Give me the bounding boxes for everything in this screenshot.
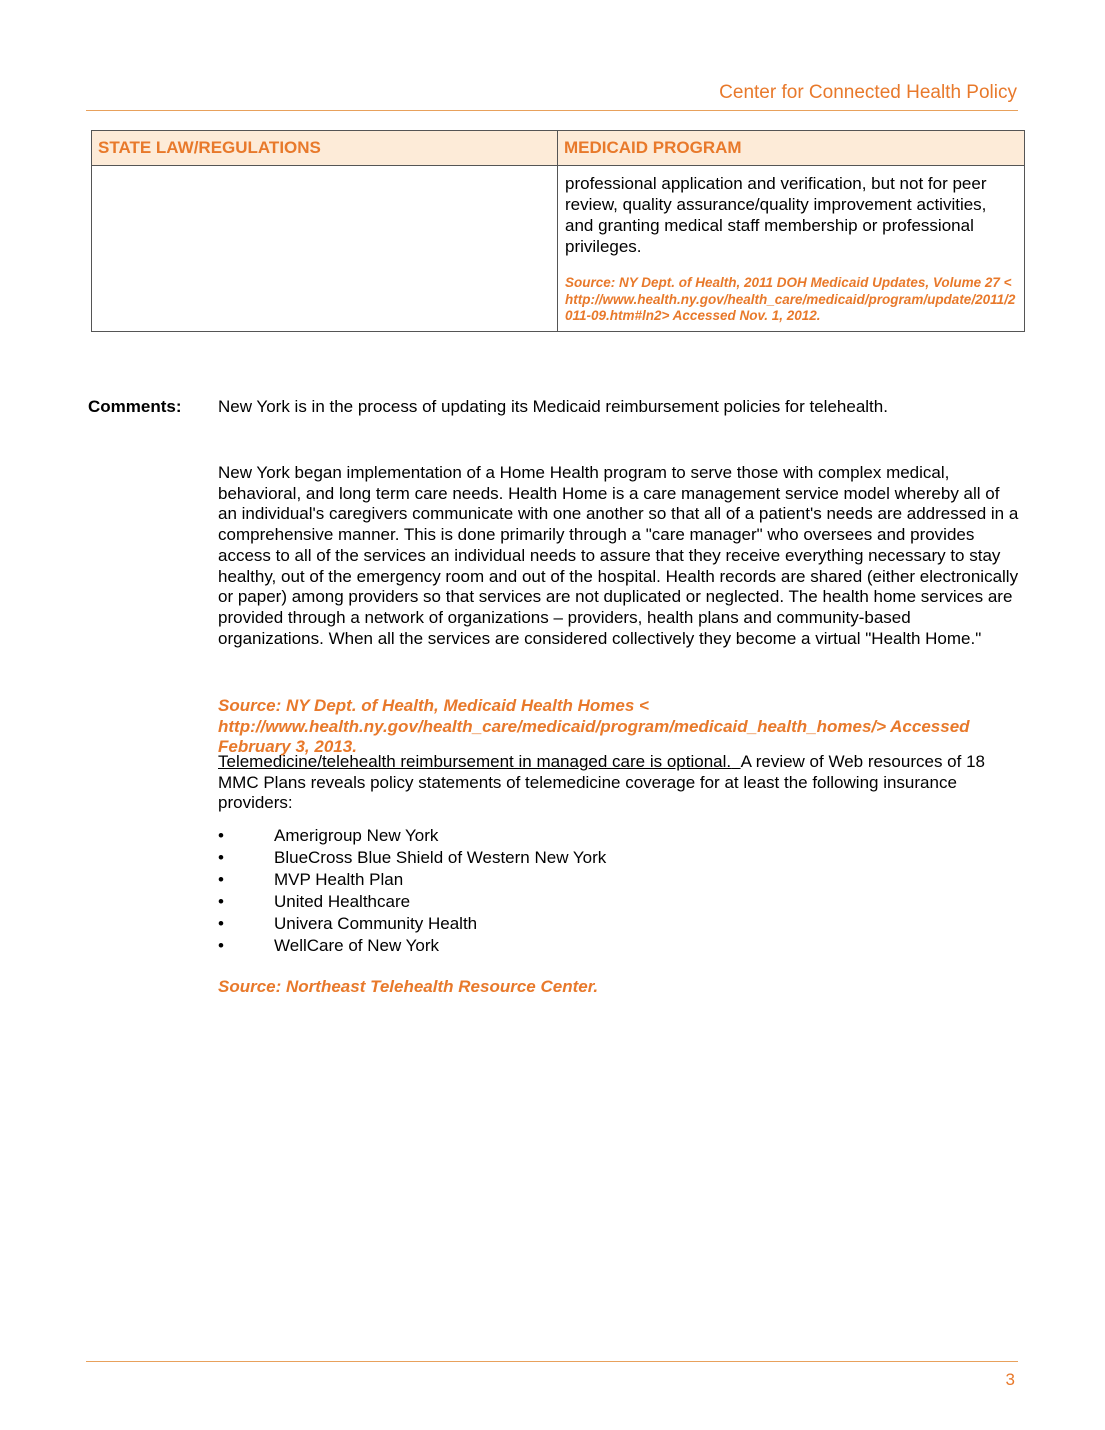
health-home-source-line1: Source: NY Dept. of Health, Medicaid Health Homes < <box>218 696 649 715</box>
footer-rule <box>86 1361 1018 1362</box>
state-law-cell <box>92 166 558 332</box>
bullet-icon: • <box>218 914 224 933</box>
provider-name: Amerigroup New York <box>274 826 439 845</box>
table-header-row <box>92 131 1025 166</box>
comments-label: Comments: <box>88 397 182 416</box>
underline-gap <box>731 752 740 771</box>
managed-care-rest: A review of Web resources of 18 MMC Plans reveals policy statements of telemedicine coverage for at least the following insurance providers: <box>218 752 985 813</box>
managed-care-paragraph <box>218 752 1008 814</box>
medicaid-cell-text: professional application and verification, but not for peer review, quality assurance/quality improvement activities, and granting medical staff membership or professional privileges. <box>565 174 987 256</box>
provider-name: WellCare of New York <box>274 936 440 955</box>
bullet-icon: • <box>218 870 224 889</box>
provider-name: BlueCross Blue Shield of Western New York <box>274 848 607 867</box>
health-home-source <box>218 696 1018 758</box>
provider-name: United Healthcare <box>274 892 411 911</box>
bullet-icon: • <box>218 892 224 911</box>
medicaid-cell <box>558 166 1025 332</box>
medicaid-cell-source: Source: NY Dept. of Health, 2011 DOH Medicaid Updates, Volume 27 <http://www.health.ny.gov/health_care/medicaid/program/update/2011/2011-09.htm#ln2> Accessed Nov. 1, 2012. <box>565 275 1016 323</box>
comments-intro: New York is in the process of updating its Medicaid reimbursement policies for telehealth. <box>218 397 888 416</box>
provider-name: Univera Community Health <box>274 914 478 933</box>
header-rule <box>86 110 1018 111</box>
bullet-icon: • <box>218 826 224 845</box>
law-table <box>91 130 1025 332</box>
column-header-state-law: STATE LAW/REGULATIONS <box>92 131 558 166</box>
health-home-paragraph: New York began implementation of a Home Health program to serve those with complex medical, behavioral, and long term care needs. Health Home is a care management service model whereby all of an individual's caregivers communicate with one another so that all of a patient's needs are addressed in a comprehensive manner. This is done primarily through a "care manager" who oversees and provides access to all of the services an individual needs to assure that they receive everything necessary to stay healthy, out of the emergency room and out of the hospital. Health records are shared (either electronically or paper) among providers so that services are not duplicated or neglected. The health home services are provided through a network of organizations – providers, health plans and community-based organizations. When all the services are considered collectively they become a virtual "Health Home." <box>218 463 1019 648</box>
page-number: 3 <box>1005 1370 1015 1389</box>
column-header-medicaid: MEDICAID PROGRAM <box>558 131 1025 166</box>
managed-care-underlined: Telemedicine/telehealth reimbursement in managed care is optional. <box>218 752 732 771</box>
bullet-icon: • <box>218 936 224 955</box>
bullet-icon: • <box>218 848 224 867</box>
providers-source: Source: Northeast Telehealth Resource Center. <box>218 977 599 996</box>
header-org-name: Center for Connected Health Policy <box>719 82 1017 103</box>
provider-name: MVP Health Plan <box>274 870 404 889</box>
health-home-source-line2: http://www.health.ny.gov/health_care/medicaid/program/medicaid_health_homes/> Accessed February 3, 2013. <box>218 716 970 757</box>
table-row <box>92 166 1025 332</box>
